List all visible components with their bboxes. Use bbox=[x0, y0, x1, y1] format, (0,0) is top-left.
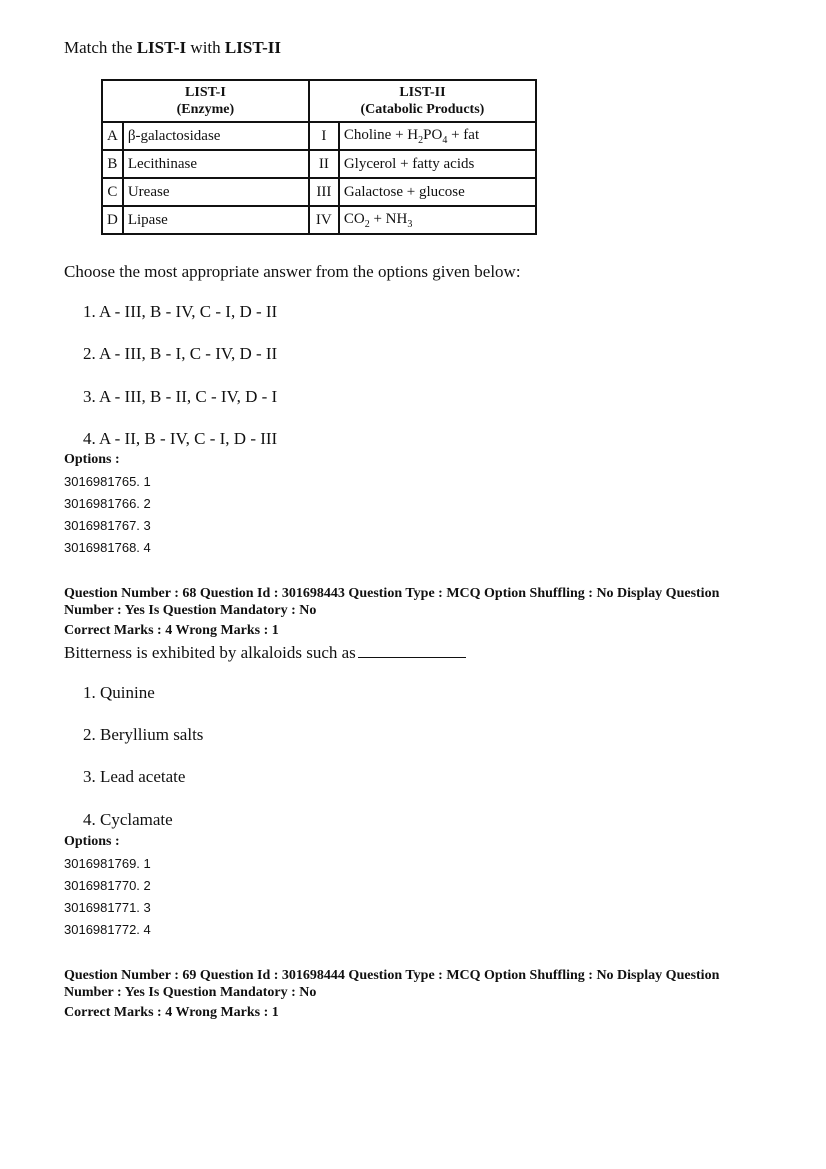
choice-2: 2. A - III, B - I, C - IV, D - II bbox=[83, 344, 278, 363]
list2-header bbox=[309, 80, 536, 122]
choice-3: 3. Lead acetate bbox=[83, 767, 186, 786]
marks-info: Correct Marks : 4 Wrong Marks : 1 bbox=[64, 623, 279, 638]
product-cell bbox=[339, 206, 536, 234]
prompt-list1: LIST-I bbox=[136, 38, 187, 57]
row-roman: I bbox=[309, 122, 339, 150]
enzyme-cell: β-galactosidase bbox=[123, 122, 309, 150]
list2-header-title: LIST-II bbox=[399, 85, 446, 100]
row-roman: III bbox=[309, 178, 339, 206]
row-roman: IV bbox=[309, 206, 339, 234]
row-letter: D bbox=[102, 206, 123, 234]
question-68-prompt bbox=[64, 643, 466, 663]
product-cell: Galactose + glucose bbox=[339, 178, 536, 206]
product-subscript: 3 bbox=[407, 218, 413, 230]
list1-header-subtitle: (Enzyme) bbox=[176, 102, 235, 117]
table-row bbox=[102, 206, 536, 234]
product-cell: Glycerol + fatty acids bbox=[339, 150, 536, 178]
row-letter: A bbox=[102, 122, 123, 150]
choice-2: 2. Beryllium salts bbox=[83, 725, 204, 744]
enzyme-cell: Urease bbox=[123, 178, 309, 206]
question-meta: Number : Yes Is Question Mandatory : No bbox=[64, 603, 317, 618]
option-id: 3016981765. 1 bbox=[64, 474, 151, 489]
match-table bbox=[101, 79, 537, 235]
table-header-row bbox=[102, 80, 536, 122]
option-id: 3016981771. 3 bbox=[64, 900, 151, 915]
options-label: Options : bbox=[64, 452, 120, 467]
prompt-prefix: Match the bbox=[64, 38, 137, 57]
table-row bbox=[102, 150, 536, 178]
choice-1: 1. A - III, B - IV, C - I, D - II bbox=[83, 302, 278, 321]
row-letter: B bbox=[102, 150, 123, 178]
choice-4: 4. A - II, B - IV, C - I, D - III bbox=[83, 429, 278, 448]
choice-3: 3. A - III, B - II, C - IV, D - I bbox=[83, 387, 278, 406]
question-67-prompt bbox=[64, 38, 281, 58]
options-label: Options : bbox=[64, 834, 120, 849]
choice-4: 4. Cyclamate bbox=[83, 810, 173, 829]
option-id: 3016981769. 1 bbox=[64, 856, 151, 871]
list2-header-subtitle: (Catabolic Products) bbox=[360, 102, 485, 117]
enzyme-cell: Lipase bbox=[123, 206, 309, 234]
question-meta: Question Number : 69 Question Id : 301698444 Question Type : MCQ Option Shuffling : No Display Question bbox=[64, 968, 720, 983]
list1-header-title: LIST-I bbox=[185, 85, 226, 100]
marks-info: Correct Marks : 4 Wrong Marks : 1 bbox=[64, 1005, 279, 1020]
product-part: + NH bbox=[369, 210, 408, 227]
option-id: 3016981768. 4 bbox=[64, 540, 151, 555]
choose-instruction: Choose the most appropriate answer from the options given below: bbox=[64, 262, 521, 281]
product-part: PO bbox=[423, 126, 443, 143]
row-roman: II bbox=[309, 150, 339, 178]
prompt-text: Bitterness is exhibited by alkaloids such as bbox=[64, 643, 356, 662]
list1-header bbox=[102, 80, 309, 122]
table-row bbox=[102, 122, 536, 150]
choice-1: 1. Quinine bbox=[83, 683, 155, 702]
option-id: 3016981767. 3 bbox=[64, 518, 151, 533]
product-subscript: 2 bbox=[364, 218, 370, 230]
option-id: 3016981772. 4 bbox=[64, 922, 151, 937]
answer-blank bbox=[358, 643, 466, 658]
product-part: + fat bbox=[447, 126, 480, 143]
prompt-with: with bbox=[186, 38, 225, 57]
product-part: Choline + H bbox=[343, 126, 419, 143]
product-subscript: 4 bbox=[442, 134, 448, 146]
product-part: CO bbox=[343, 210, 365, 227]
option-id: 3016981770. 2 bbox=[64, 878, 151, 893]
question-meta: Question Number : 68 Question Id : 301698443 Question Type : MCQ Option Shuffling : No Display Question bbox=[64, 586, 720, 601]
product-cell bbox=[339, 122, 536, 150]
enzyme-cell: Lecithinase bbox=[123, 150, 309, 178]
option-id: 3016981766. 2 bbox=[64, 496, 151, 511]
question-meta: Number : Yes Is Question Mandatory : No bbox=[64, 985, 317, 1000]
prompt-list2: LIST-II bbox=[224, 38, 281, 57]
table-row bbox=[102, 178, 536, 206]
product-subscript: 2 bbox=[418, 134, 424, 146]
row-letter: C bbox=[102, 178, 123, 206]
